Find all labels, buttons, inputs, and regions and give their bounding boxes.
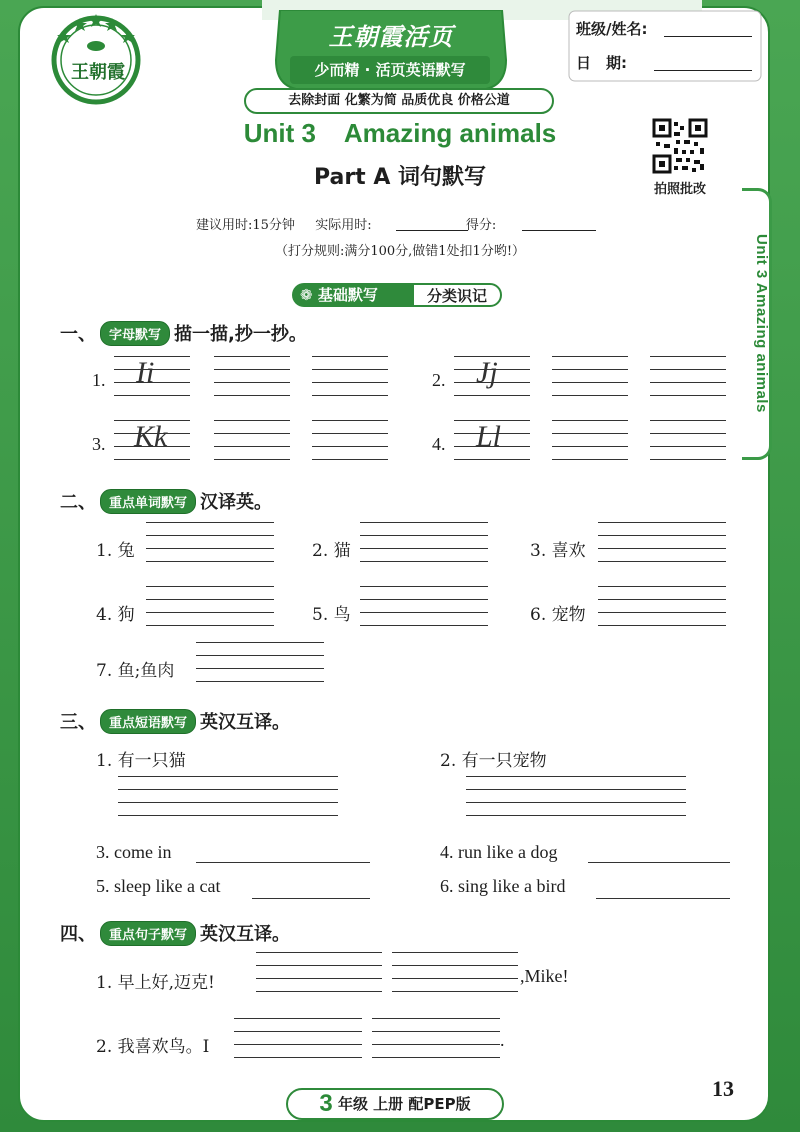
logo-text: 王朝霞	[71, 62, 125, 83]
section2-text: 汉译英。	[200, 492, 273, 513]
phrase-item-3: 3. come in	[96, 842, 172, 862]
score-label: 得分:	[465, 218, 497, 233]
phrase-item-4: 4. run like a dog	[440, 842, 558, 862]
phrase-answer-5[interactable]	[252, 898, 370, 899]
letter-grid-1-copy-b[interactable]	[312, 356, 388, 396]
section4-tag: 重点句子默写	[100, 921, 196, 946]
suggested-time: 建议用时:15分钟	[196, 218, 295, 233]
letter-trace-1: Ii	[136, 356, 155, 389]
word-answer-4[interactable]	[146, 586, 274, 626]
sentence-item-1: 1. 早上好,迈克!	[96, 973, 215, 993]
class-name-field[interactable]	[664, 36, 752, 37]
brand-logo	[46, 8, 146, 106]
letter-item-2-label: 2.	[432, 370, 446, 390]
date-label: 日 期:	[576, 54, 627, 72]
phrase-item-6: 6. sing like a bird	[440, 876, 566, 896]
letter-grid-4-copy-a[interactable]	[552, 420, 628, 460]
word-item-4: 4. 狗	[96, 605, 135, 625]
phrase-answer-3[interactable]	[196, 862, 370, 863]
sentence-answer-1a[interactable]	[256, 952, 382, 992]
section3-text: 英汉互译。	[200, 712, 291, 733]
section2-tag: 重点单词默写	[100, 489, 196, 514]
phrase-item-2: 2. 有一只宠物	[440, 751, 547, 771]
medal-icon: ❁	[300, 286, 313, 304]
section3-heading	[60, 708, 290, 734]
side-tab-label: Unit 3 Amazing animals	[753, 233, 770, 413]
section3-num: 三、	[60, 712, 96, 733]
section1-tag: 字母默写	[100, 321, 170, 346]
grade-text: 年级 上册 配PEP版	[337, 1095, 471, 1113]
qr-code-icon[interactable]	[652, 118, 708, 174]
category-basic-label: 基础默写	[317, 286, 378, 304]
letter-grid-4-copy-b[interactable]	[650, 420, 726, 460]
sentence-answer-2b[interactable]	[372, 1018, 500, 1058]
grade-pill	[286, 1088, 504, 1120]
page-number: 13	[712, 1076, 734, 1101]
letter-trace-2: Jj	[476, 356, 498, 389]
section2-num: 二、	[60, 492, 96, 513]
section4-num: 四、	[60, 924, 96, 945]
letter-item-1-label: 1.	[92, 370, 106, 390]
letter-trace-3: Kk	[134, 420, 168, 453]
letter-grid-2-copy-a[interactable]	[552, 356, 628, 396]
word-item-3: 3. 喜欢	[530, 541, 586, 561]
word-answer-6[interactable]	[598, 586, 726, 626]
section1-heading	[60, 320, 307, 346]
sentence-item-2-tail: .	[500, 1030, 505, 1050]
actual-time-field[interactable]	[396, 230, 468, 231]
phrase-answer-4[interactable]	[588, 862, 730, 863]
word-item-7: 7. 鱼;鱼肉	[96, 661, 175, 681]
phrase-item-5: 5. sleep like a cat	[96, 876, 221, 896]
actual-time-label: 实际用时:	[315, 218, 372, 233]
section1-num: 一、	[60, 324, 96, 345]
part-title: Part A 词句默写	[313, 165, 487, 190]
phrase-answer-2[interactable]	[466, 776, 686, 816]
sentence-item-1-tail: ,Mike!	[520, 966, 569, 986]
section2-heading	[60, 488, 272, 514]
grade-number: 3	[319, 1090, 333, 1117]
letter-grid-3-copy-a[interactable]	[214, 420, 290, 460]
section4-heading	[60, 920, 290, 946]
phrase-item-1: 1. 有一只猫	[96, 751, 186, 771]
sentence-item-2: 2. 我喜欢鸟。I	[96, 1037, 210, 1057]
class-name-label: 班级/姓名:	[576, 20, 648, 38]
category-basic	[292, 283, 412, 307]
word-item-5: 5. 鸟	[312, 605, 351, 625]
phrase-answer-6[interactable]	[596, 898, 730, 899]
scoring-rule: （打分规则:满分100分,做错1处扣1分哟!）	[274, 244, 526, 259]
date-field[interactable]	[654, 70, 752, 71]
word-item-1: 1. 兔	[96, 541, 135, 561]
letter-trace-4: Ll	[476, 420, 502, 453]
category-classify: 分类识记	[412, 283, 502, 307]
banner-title: 王朝霞活页	[328, 22, 454, 51]
sentence-answer-2a[interactable]	[234, 1018, 362, 1058]
section1-text: 描一描,抄一抄。	[174, 324, 307, 345]
slogan-pill: 去除封面 化繁为简 品质优良 价格公道	[244, 88, 554, 114]
score-field[interactable]	[522, 230, 596, 231]
letter-grid-1-copy-a[interactable]	[214, 356, 290, 396]
letter-grid-2-copy-b[interactable]	[650, 356, 726, 396]
letter-item-4-label: 4.	[432, 434, 446, 454]
word-answer-5[interactable]	[360, 586, 488, 626]
word-answer-1[interactable]	[146, 522, 274, 562]
word-answer-7[interactable]	[196, 642, 324, 682]
unit-title: Unit 3 Amazing animals	[243, 118, 557, 148]
phrase-answer-1[interactable]	[118, 776, 338, 816]
section4-text: 英汉互译。	[200, 924, 291, 945]
letter-item-3-label: 3.	[92, 434, 106, 454]
word-answer-3[interactable]	[598, 522, 726, 562]
section3-tag: 重点短语默写	[100, 709, 196, 734]
word-answer-2[interactable]	[360, 522, 488, 562]
word-item-2: 2. 猫	[312, 541, 351, 561]
sentence-answer-1b[interactable]	[392, 952, 518, 992]
banner-subtitle: 少而精 · 活页英语默写	[290, 56, 490, 84]
letter-grid-3-copy-b[interactable]	[312, 420, 388, 460]
qr-label: 拍照批改	[653, 182, 706, 197]
word-item-6: 6. 宠物	[530, 605, 586, 625]
